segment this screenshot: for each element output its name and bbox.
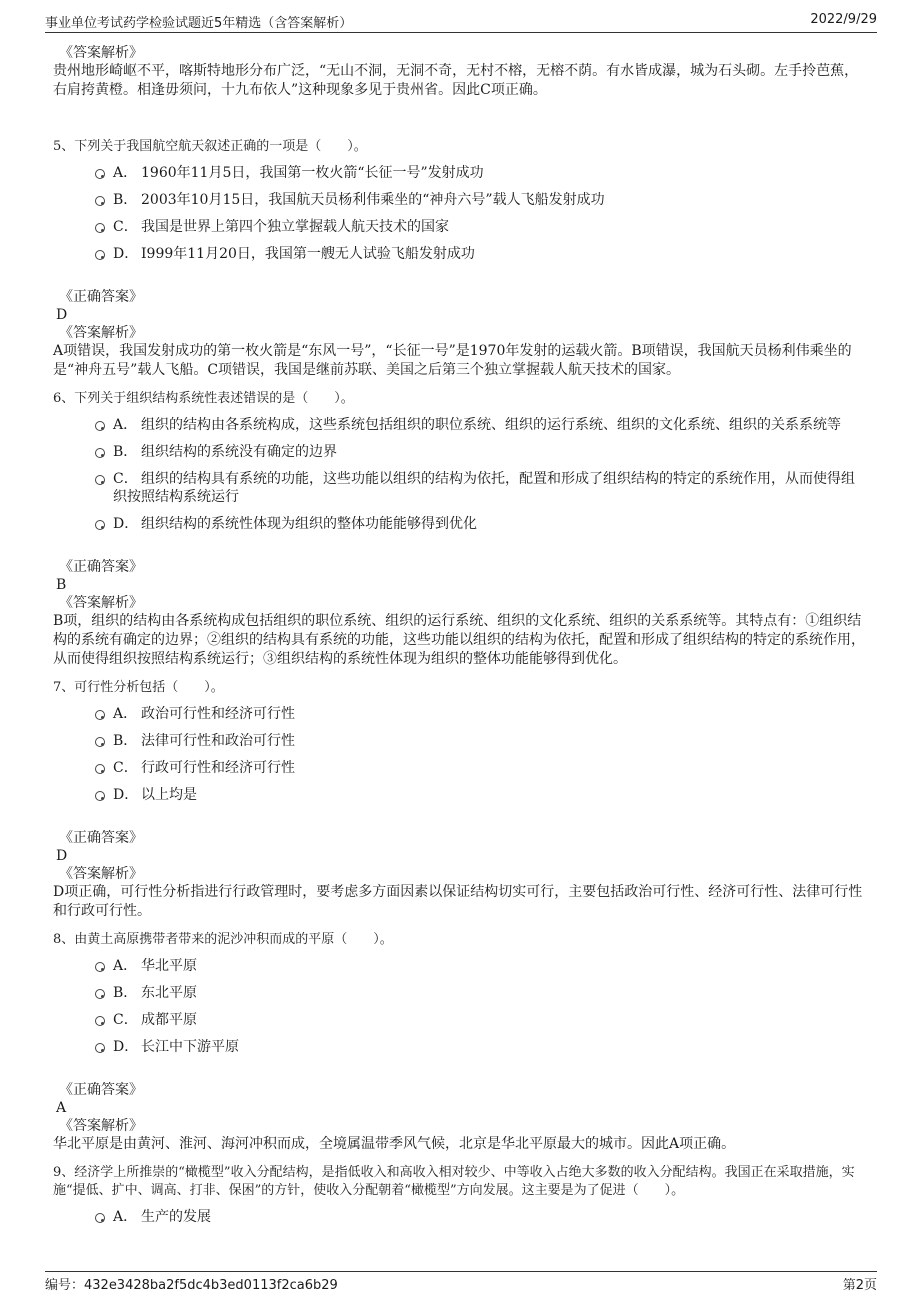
question-7 bbox=[55, 679, 865, 921]
option-a[interactable]: A． 华北平原 bbox=[55, 957, 865, 975]
document-title: 事业单位考试药学检验试题近5年精选（含答案解析） bbox=[45, 16, 353, 31]
option-a[interactable]: A． 1960年11月5日，我国第一枚火箭“长征一号”发射成功 bbox=[55, 164, 865, 182]
answer-value: B bbox=[56, 577, 67, 593]
radio-icon[interactable] bbox=[95, 250, 105, 260]
page-footer bbox=[45, 1271, 877, 1292]
page-header bbox=[45, 12, 877, 33]
answer-label: 《正确答案》 bbox=[59, 559, 143, 575]
question-6 bbox=[55, 390, 865, 669]
answer-value: A bbox=[56, 1100, 67, 1116]
radio-icon[interactable] bbox=[95, 791, 105, 801]
question-stem: 5、下列关于我国航空航天叙述正确的一项是（ ）。 bbox=[53, 139, 367, 154]
radio-icon[interactable] bbox=[95, 764, 105, 774]
answer-label: 《正确答案》 bbox=[59, 830, 143, 846]
page-number: 第2页 bbox=[842, 1278, 877, 1293]
option-b[interactable]: B． 东北平原 bbox=[55, 984, 865, 1002]
answer-label: 《正确答案》 bbox=[59, 1082, 143, 1098]
question-8 bbox=[55, 931, 865, 1154]
option-d[interactable]: D． 以上均是 bbox=[55, 786, 865, 804]
option-b[interactable]: B． 组织结构的系统没有确定的边界 bbox=[55, 443, 865, 461]
radio-icon[interactable] bbox=[95, 737, 105, 747]
question-stem: 9、经济学上所推崇的“橄榄型”收入分配结构，是指低收入和高收入相对较少、中等收入占绝大多数的收入分配结构。我国正在采取措施，实施“提低、扩中、调高、打非、保困”的方针，使收入分配朝着“橄榄型”方向发展。这主要是为了促进（ ）。 bbox=[53, 1165, 855, 1198]
option-c[interactable]: C． 成都平原 bbox=[55, 1011, 865, 1029]
answer-value: D bbox=[56, 307, 68, 323]
radio-icon[interactable] bbox=[95, 989, 105, 999]
document-date: 2022/9/29 bbox=[810, 12, 877, 27]
answer-value: D bbox=[56, 848, 68, 864]
document-code: 编号：432e3428ba2f5dc4b3ed0113f2ca6b29 bbox=[45, 1278, 338, 1293]
option-b[interactable]: B． 2003年10月15日，我国航天员杨利伟乘坐的“神舟六号”载人飞船发射成功 bbox=[55, 191, 865, 209]
analysis-text: A项错误，我国发射成功的第一枚火箭是“东风一号”，“长征一号”是1970年发射的运载火箭。B项错误，我国航天员杨利伟乘坐的是“神舟五号”载人飞船。C项错误，我国是继前苏联、美国之后第三个独立掌握载人航天技术的国家。 bbox=[53, 343, 852, 378]
question-5 bbox=[55, 138, 865, 380]
option-a[interactable]: A． 生产的发展 bbox=[55, 1208, 865, 1226]
document-body bbox=[55, 44, 865, 1235]
radio-icon[interactable] bbox=[95, 1043, 105, 1053]
radio-icon[interactable] bbox=[95, 1213, 105, 1223]
analysis-label: 《答案解析》 bbox=[59, 866, 143, 882]
radio-icon[interactable] bbox=[95, 448, 105, 458]
q4-analysis-tail bbox=[55, 44, 865, 100]
radio-icon[interactable] bbox=[95, 1016, 105, 1026]
question-stem: 6、下列关于组织结构系统性表述错误的是（ ）。 bbox=[53, 391, 354, 406]
option-a[interactable]: A． 组织的结构由各系统构成，这些系统包括组织的职位系统、组织的运行系统、组织的文化系统、组织的关系系统等 bbox=[55, 416, 865, 434]
option-a[interactable]: A． 政治可行性和经济可行性 bbox=[55, 705, 865, 723]
analysis-text: D项正确，可行性分析指进行行政管理时，要考虑多方面因素以保证结构切实可行，主要包括政治可行性、经济可行性、法律可行性和行政可行性。 bbox=[53, 884, 863, 919]
analysis-text: 华北平原是由黄河、淮河、海河冲积而成，全境属温带季风气候，北京是华北平原最大的城市。因此A项正确。 bbox=[53, 1136, 736, 1152]
radio-icon[interactable] bbox=[95, 710, 105, 720]
question-stem: 7、可行性分析包括（ ）。 bbox=[53, 680, 224, 695]
radio-icon[interactable] bbox=[95, 421, 105, 431]
option-d[interactable]: D． 长江中下游平原 bbox=[55, 1038, 865, 1056]
radio-icon[interactable] bbox=[95, 196, 105, 206]
analysis-label: 《答案解析》 bbox=[59, 1118, 143, 1134]
option-d[interactable]: D． I999年11月20日，我国第一艘无人试验飞船发射成功 bbox=[55, 245, 865, 263]
radio-icon[interactable] bbox=[95, 169, 105, 179]
question-9 bbox=[55, 1164, 865, 1226]
answer-label: 《正确答案》 bbox=[59, 289, 143, 305]
radio-icon[interactable] bbox=[95, 475, 105, 485]
analysis-label: 《答案解析》 bbox=[59, 325, 143, 341]
radio-icon[interactable] bbox=[95, 223, 105, 233]
analysis-text: 贵州地形崎岖不平，喀斯特地形分布广泛，“无山不洞，无洞不奇，无村不榕，无榕不荫。有水皆成瀑，城为石头砌。左手拎芭蕉，右肩挎黄橙。相逢毋须问，十九布依人”这种现象多见于贵州省。因此C项正确。 bbox=[53, 63, 859, 98]
option-c[interactable]: C． 行政可行性和经济可行性 bbox=[55, 759, 865, 777]
option-b[interactable]: B． 法律可行性和政治可行性 bbox=[55, 732, 865, 750]
question-stem: 8、由黄土高原携带者带来的泥沙冲积而成的平原（ ）。 bbox=[53, 932, 393, 947]
analysis-label: 《答案解析》 bbox=[59, 45, 143, 61]
radio-icon[interactable] bbox=[95, 962, 105, 972]
analysis-text: B项，组织的结构由各系统构成包括组织的职位系统、组织的运行系统、组织的文化系统、组织的关系系统等。其特点有：①组织结构的系统有确定的边界；②组织的结构具有系统的功能，这些功能以组织的结构为依托，配置和形成了组织结构的特定的系统作用，从而使得组织按照结构系统运行；③组织结构的系统性体现为组织的整体功能能够得到优化。 bbox=[53, 613, 865, 667]
option-c[interactable]: C． 组织的结构具有系统的功能，这些功能以组织的结构为依托，配置和形成了组织结构的特定的系统作用，从而使得组织按照结构系统运行 bbox=[55, 470, 865, 506]
radio-icon[interactable] bbox=[95, 520, 105, 530]
option-d[interactable]: D． 组织结构的系统性体现为组织的整体功能能够得到优化 bbox=[55, 515, 865, 533]
option-c[interactable]: C． 我国是世界上第四个独立掌握载人航天技术的国家 bbox=[55, 218, 865, 236]
analysis-label: 《答案解析》 bbox=[59, 595, 143, 611]
